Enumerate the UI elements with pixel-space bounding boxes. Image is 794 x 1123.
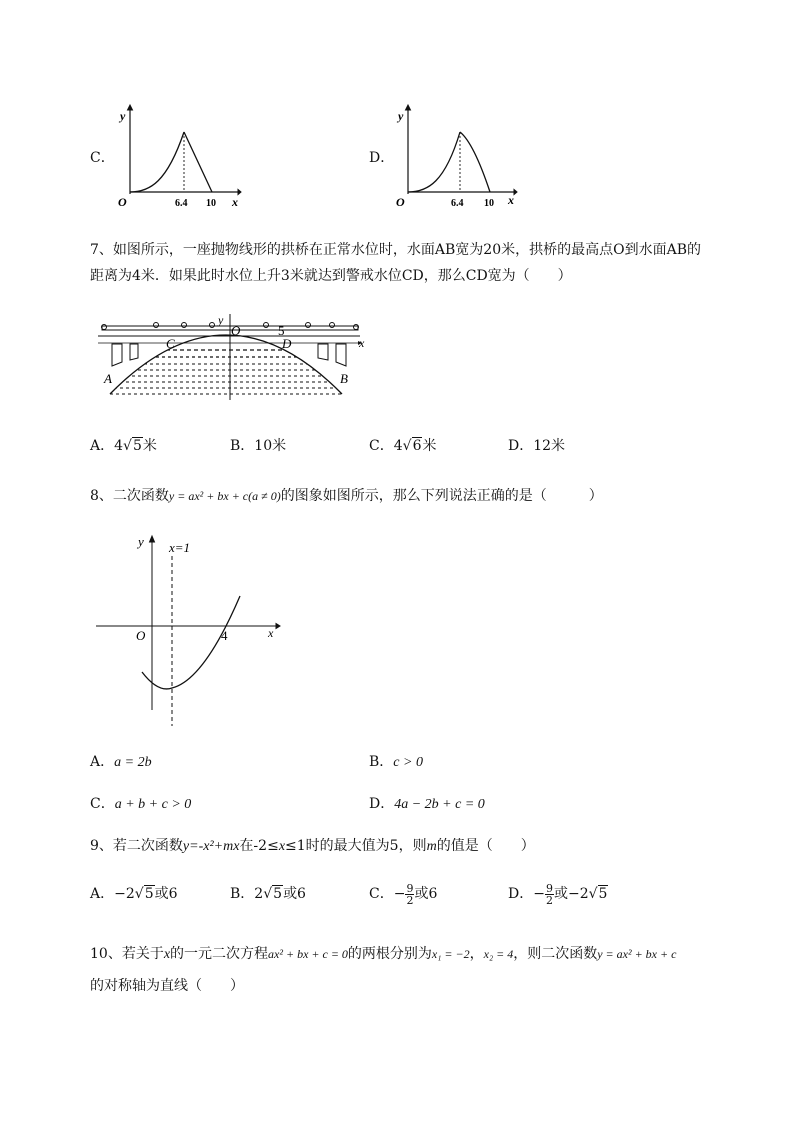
y-label: y	[120, 109, 126, 123]
origin-label: O	[231, 323, 241, 338]
q7-option-a[interactable]: A．4√5米	[90, 438, 157, 454]
q9-option-a[interactable]: A．−2√5或6	[90, 886, 178, 902]
x-arrow	[238, 190, 241, 195]
q7-option-c[interactable]: C．4√6米	[369, 438, 437, 454]
y-arrow	[128, 105, 133, 110]
rail-post	[154, 323, 159, 328]
q7-stem-line1: 7、如图所示，一座抛物线形的拱桥在正常水位时，水面AB宽为20米，拱桥的最高点O到水面AB的	[90, 242, 701, 258]
rail-post	[330, 323, 335, 328]
q9-option-c[interactable]: C．− $\frac{9}{2}$ 或6	[369, 881, 438, 907]
q6-option-c-graph	[112, 102, 242, 210]
q8-stem: 8、二次函数y = ax² + bx + c(a ≠ 0)的图象如图所示，那么下列说法正确的是（ ）	[90, 488, 603, 504]
falling-curve	[460, 132, 490, 192]
water-area	[96, 350, 356, 388]
q8-option-b[interactable]: B．c > 0	[369, 754, 423, 770]
origin-label: O	[118, 195, 127, 209]
q9-option-b[interactable]: B．2√5或6	[230, 886, 306, 902]
x-label: x	[359, 336, 365, 350]
tick-6-4: 6.4	[175, 198, 188, 209]
q6-option-c-label: C．	[90, 150, 115, 166]
point-a: A	[104, 371, 112, 386]
x-label: x	[508, 193, 514, 207]
y-label: y	[398, 109, 404, 123]
tick-10: 10	[484, 198, 494, 209]
point-d: D	[282, 336, 292, 351]
tick-10: 10	[206, 198, 216, 209]
q10-stem-line1: 10、若关于x的一元二次方程ax² + bx + c = 0的两根分别为x₁ = −2，x₂ = 4，则二次函数y = ax² + bx + c	[90, 946, 677, 962]
q7-bridge-figure	[96, 310, 376, 402]
rising-curve	[408, 132, 460, 192]
scale-label: 5	[278, 323, 285, 338]
x-label: x	[268, 626, 274, 640]
q9-option-d[interactable]: D．− $\frac{9}{2}$ 或−2√5	[508, 881, 608, 907]
pillar-left-1	[112, 344, 122, 366]
rail-post	[306, 323, 311, 328]
pillar-right-1	[336, 344, 346, 366]
q6-option-d-label: D．	[369, 150, 395, 166]
axis-label: x=1	[169, 540, 191, 555]
q6-option-d-graph	[390, 102, 520, 210]
pillar-right-2	[318, 344, 328, 360]
rising-curve	[130, 132, 184, 192]
q8-option-c[interactable]: C．a + b + c > 0	[90, 796, 192, 812]
x-arrow	[514, 190, 517, 195]
root-label-4: 4	[221, 628, 228, 643]
q8-option-a[interactable]: A．a = 2b	[90, 754, 152, 770]
falling-line	[184, 132, 212, 192]
origin-label: O	[396, 195, 405, 209]
q7-option-d[interactable]: D．12米	[508, 438, 566, 454]
rail-post	[264, 323, 269, 328]
x-arrow	[276, 624, 280, 629]
y-arrow	[406, 105, 411, 110]
rail-post	[210, 323, 215, 328]
pillar-left-2	[130, 344, 138, 360]
parabolic-arch	[110, 335, 342, 394]
rail-post	[182, 323, 187, 328]
y-label: y	[218, 313, 224, 327]
tick-6-4: 6.4	[451, 198, 464, 209]
q10-stem-line2: 的对称轴为直线（ ）	[90, 978, 244, 994]
x-label: x	[232, 195, 238, 209]
q8-option-d[interactable]: D．4a − 2b + c = 0	[369, 796, 485, 812]
y-label: y	[138, 534, 144, 549]
origin-label: O	[136, 628, 146, 643]
point-c: C	[166, 336, 175, 351]
q7-option-b[interactable]: B．10米	[230, 438, 287, 454]
point-b: B	[340, 371, 348, 386]
q8-graph	[94, 530, 284, 726]
q9-stem: 9、若二次函数y=-x²+mx在-2≤x≤1时的最大值为5，则m的值是（ ）	[90, 838, 535, 854]
y-arrow	[150, 536, 155, 542]
q7-stem-line2: 距离为4米．如果此时水位上升3米就达到警戒水位CD，那么CD宽为（ ）	[90, 268, 572, 284]
